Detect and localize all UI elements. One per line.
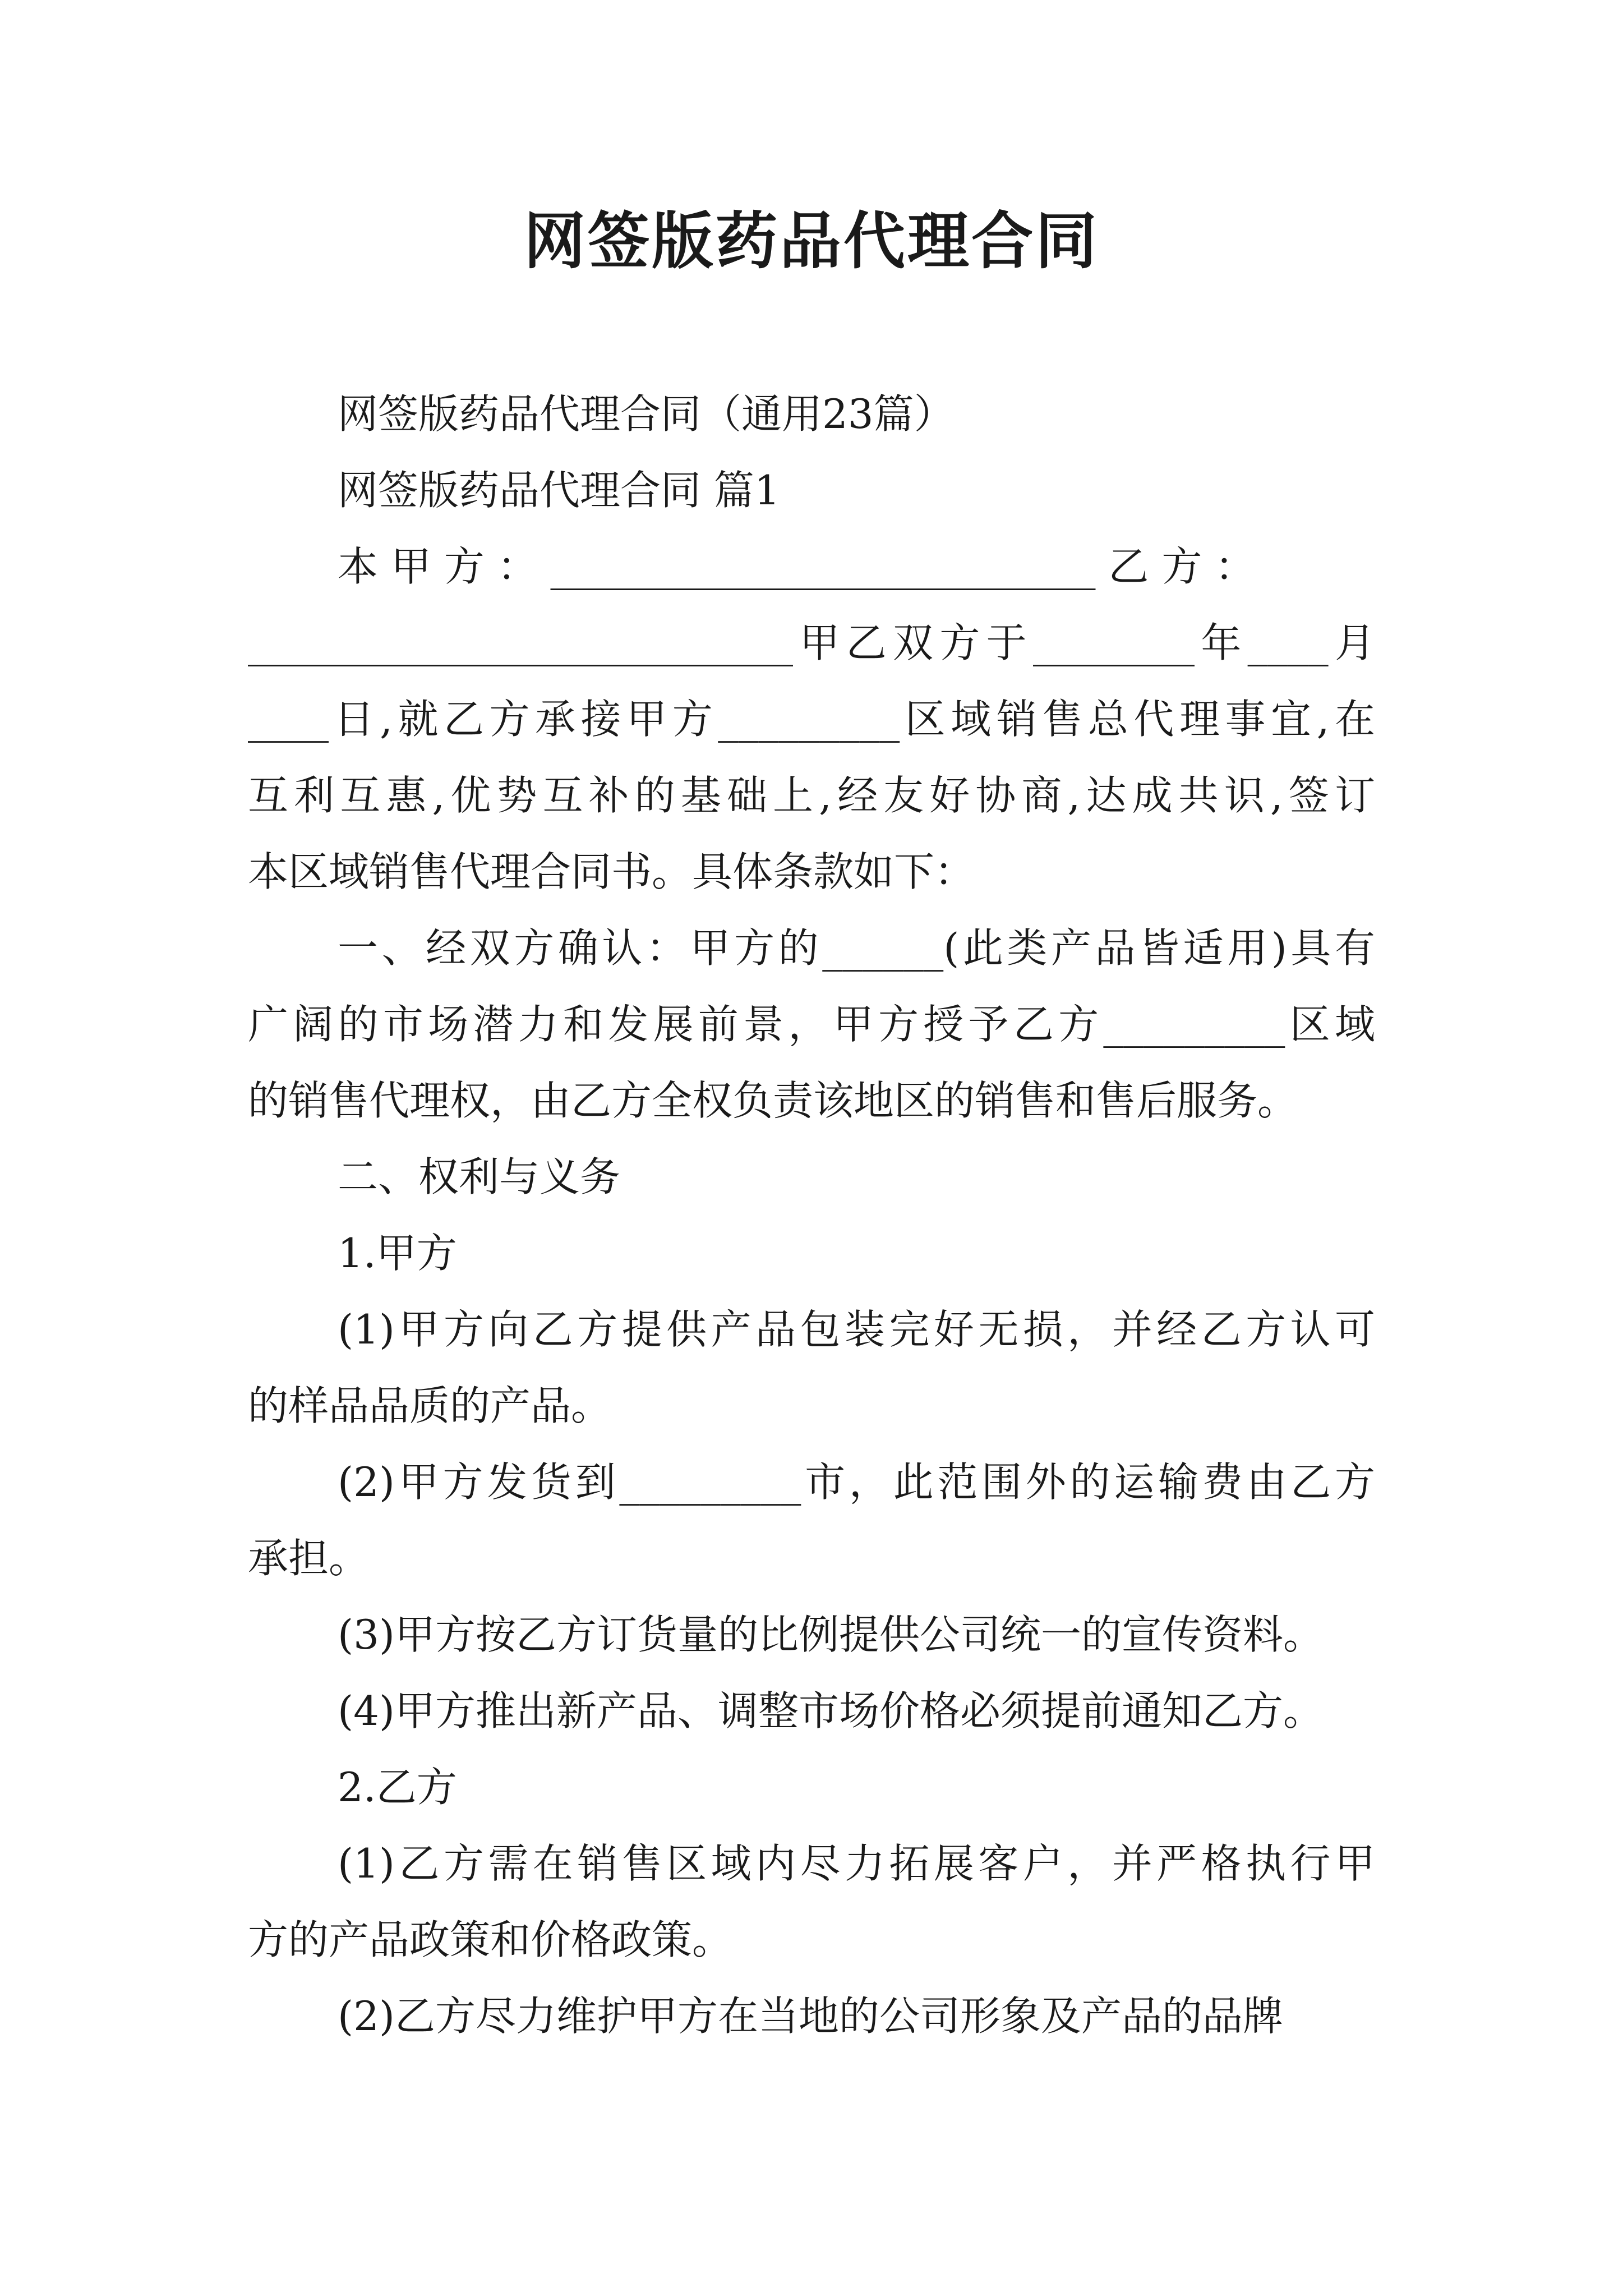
paragraph: (4)甲方推出新产品、调整市场价格必须提前通知乙方。 [338,1687,1324,1734]
paragraph: (1)乙方需在销售区域内尽力拓展客户，并严格执行甲 [338,1840,1375,1887]
paragraph: (2)甲方发货到_________市，此范围外的运输费由乙方 [338,1458,1375,1506]
paragraph: 广阔的市场潜力和发展前景，甲方授予乙方_________区域 [248,1001,1375,1048]
paragraph: 1.甲方 [338,1230,457,1277]
paragraph: (1)甲方向乙方提供产品包装完好无损，并经乙方认可 [338,1306,1375,1353]
paragraph: 一、经双方确认：甲方的______(此类产品皆适用)具有 [338,924,1375,972]
paragraph: ___________________________甲乙双方于________年____月 [248,619,1375,666]
paragraph: 的销售代理权，由乙方全权负责该地区的销售和售后服务。 [248,1077,1298,1124]
document-body [248,376,1375,2054]
paragraph: 方的产品政策和价格政策。 [248,1916,733,1963]
document-title: 网签版药品代理合同 [524,205,1099,277]
paragraph: 本区域销售代理合同书。具体条款如下： [248,848,975,895]
paragraph: 网签版药品代理合同 篇1 [338,467,780,514]
paragraph: 承担。 [248,1535,370,1582]
paragraph: 本 甲 方 ： ___________________________ 乙 方 ： [338,543,1256,590]
paragraph: (3)甲方按乙方订货量的比例提供公司统一的宣传资料。 [338,1611,1324,1658]
paragraph: 互利互惠,优势互补的基础上,经友好协商,达成共识,签订 [248,772,1375,819]
paragraph: (2)乙方尽力维护甲方在当地的公司形象及产品的品牌 [338,1993,1283,2040]
paragraph: 的样品品质的产品。 [248,1382,612,1429]
paragraph: ____日,就乙方承接甲方_________区域销售总代理事宜,在 [248,696,1375,743]
paragraph: 二、权利与义务 [338,1153,621,1200]
paragraph: 2.乙方 [338,1764,457,1811]
paragraph: 网签版药品代理合同（通用23篇） [338,390,955,438]
